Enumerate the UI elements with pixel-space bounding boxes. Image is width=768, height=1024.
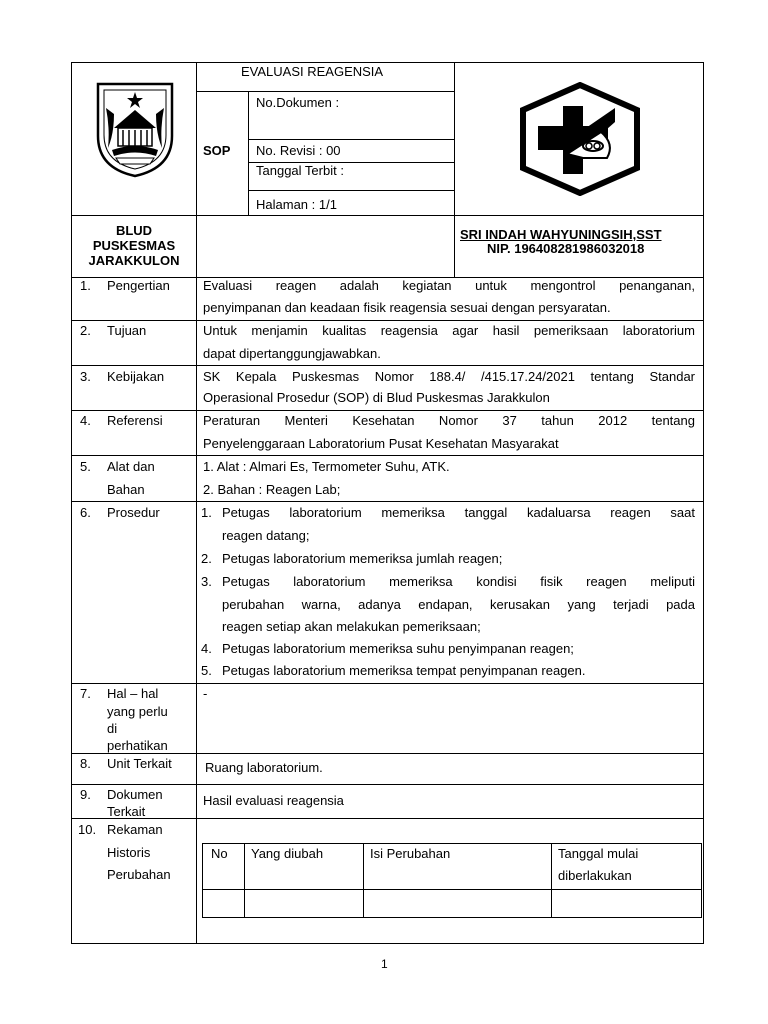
page-number: 1 xyxy=(381,957,388,971)
tujuan-line-1: Untuk menjamin kualitas reagensia agar hasil pemeriksaan laboratorium xyxy=(203,323,695,338)
row-number: 6. xyxy=(80,505,91,520)
step-number: 4. xyxy=(201,641,212,656)
step-3-line-2: perubahan warna, adanya endapan, kerusakan yang terjadi pada xyxy=(222,597,695,612)
row-label-dokumen-2: Terkait xyxy=(107,804,146,819)
bahan-line: 2. Bahan : Reagen Lab; xyxy=(203,482,341,497)
row-label-tujuan: Tujuan xyxy=(107,323,147,338)
row-number: 10. xyxy=(78,822,97,837)
row-label-rekaman-2: Historis xyxy=(107,845,151,860)
row-label-pengertian: Pengertian xyxy=(107,278,170,293)
row-label-dokumen-1: Dokumen xyxy=(107,787,163,802)
table-header-yang-diubah: Yang diubah xyxy=(251,846,324,861)
step-3-line-3: reagen setiap akan melakukan pemeriksaan; xyxy=(222,619,481,634)
org-name xyxy=(72,223,196,268)
row-label-alat: Alat dan xyxy=(107,459,155,474)
sop-label: SOP xyxy=(203,143,231,158)
row-label-unit: Unit Terkait xyxy=(107,756,172,771)
pengertian-line-1: Evaluasi reagen adalah kegiatan untuk mengontrol penanganan, xyxy=(203,278,695,293)
regional-seal-logo xyxy=(90,78,180,178)
referensi-line-2: Penyelenggaraan Laboratorium Pusat Kesehatan Masyarakat xyxy=(203,436,559,451)
table-header-diberlakukan: diberlakukan xyxy=(558,868,632,883)
table-header-no: No xyxy=(211,846,228,861)
row-label-rekaman-1: Rekaman xyxy=(107,822,163,837)
table-header-tanggal: Tanggal mulai xyxy=(558,846,639,861)
row-number: 3. xyxy=(80,369,91,384)
row-label-hal-2: yang perlu xyxy=(107,704,168,719)
row-label-prosedur: Prosedur xyxy=(107,505,160,520)
row-label-hal-3: di xyxy=(107,721,118,736)
puskesmas-logo xyxy=(515,82,645,196)
pengertian-line-2: penyimpanan dan keadaan fisik reagensia sesuai dengan persyaratan. xyxy=(203,300,611,315)
row-number: 2. xyxy=(80,323,91,338)
step-number: 5. xyxy=(201,663,212,678)
referensi-line-1: Peraturan Menteri Kesehatan Nomor 37 tahun 2012 tentang xyxy=(203,413,695,428)
row-label-referensi: Referensi xyxy=(107,413,163,428)
no-dokumen: No.Dokumen : xyxy=(256,95,340,110)
org-line-2: PUSKESMAS xyxy=(92,238,176,253)
row-number: 1. xyxy=(80,278,91,293)
step-4-line-1: Petugas laboratorium memeriksa suhu penyimpanan reagen; xyxy=(222,641,574,656)
signatory-name: SRI INDAH WAHYUNINGSIH,SST xyxy=(460,227,662,242)
alat-line: 1. Alat : Almari Es, Termometer Suhu, ATK. xyxy=(203,459,450,474)
kebijakan-line-2: Operasional Prosedur (SOP) di Blud Puskesmas Jarakkulon xyxy=(203,390,550,405)
step-5-line-1: Petugas laboratorium memeriksa tempat penyimpanan reagen. xyxy=(222,663,586,678)
row-label-bahan: Bahan xyxy=(107,482,145,497)
document-title: EVALUASI REAGENSIA xyxy=(241,64,384,79)
unit-content: Ruang laboratorium. xyxy=(205,760,323,775)
table-header-isi-perubahan: Isi Perubahan xyxy=(370,846,451,861)
signatory-nip: NIP. 196408281986032018 xyxy=(487,241,645,256)
row-label-rekaman-3: Perubahan xyxy=(107,867,171,882)
step-1-line-2: reagen datang; xyxy=(222,528,310,543)
org-line-1: BLUD xyxy=(115,223,153,238)
row-number: 7. xyxy=(80,686,91,701)
row-number: 5. xyxy=(80,459,91,474)
hal-content: - xyxy=(203,686,208,701)
step-2-line-1: Petugas laboratorium memeriksa jumlah reagen; xyxy=(222,551,503,566)
no-revisi: No. Revisi : 00 xyxy=(256,143,341,158)
row-label-kebijakan: Kebijakan xyxy=(107,369,165,384)
org-line-3: JARAKKULON xyxy=(88,253,180,268)
dokumen-content: Hasil evaluasi reagensia xyxy=(203,793,344,808)
kebijakan-line-1: SK Kepala Puskesmas Nomor 188.4/ /415.17.24/2021 tentang Standar xyxy=(203,369,695,384)
row-number: 8. xyxy=(80,756,91,771)
halaman: Halaman : 1/1 xyxy=(256,197,337,212)
step-number: 3. xyxy=(201,574,212,589)
tujuan-line-2: dapat dipertanggungjawabkan. xyxy=(203,346,381,361)
step-3-line-1: Petugas laboratorium memeriksa kondisi fisik reagen meliputi xyxy=(222,574,695,589)
step-number: 2. xyxy=(201,551,212,566)
tanggal-terbit: Tanggal Terbit : xyxy=(256,163,344,178)
row-label-hal-1: Hal – hal xyxy=(107,686,159,701)
row-number: 4. xyxy=(80,413,91,428)
row-number: 9. xyxy=(80,787,91,802)
step-1-line-1: Petugas laboratorium memeriksa tanggal kadaluarsa reagen saat xyxy=(222,505,695,520)
row-label-hal-4: perhatikan xyxy=(107,738,168,753)
step-number: 1. xyxy=(201,505,212,520)
